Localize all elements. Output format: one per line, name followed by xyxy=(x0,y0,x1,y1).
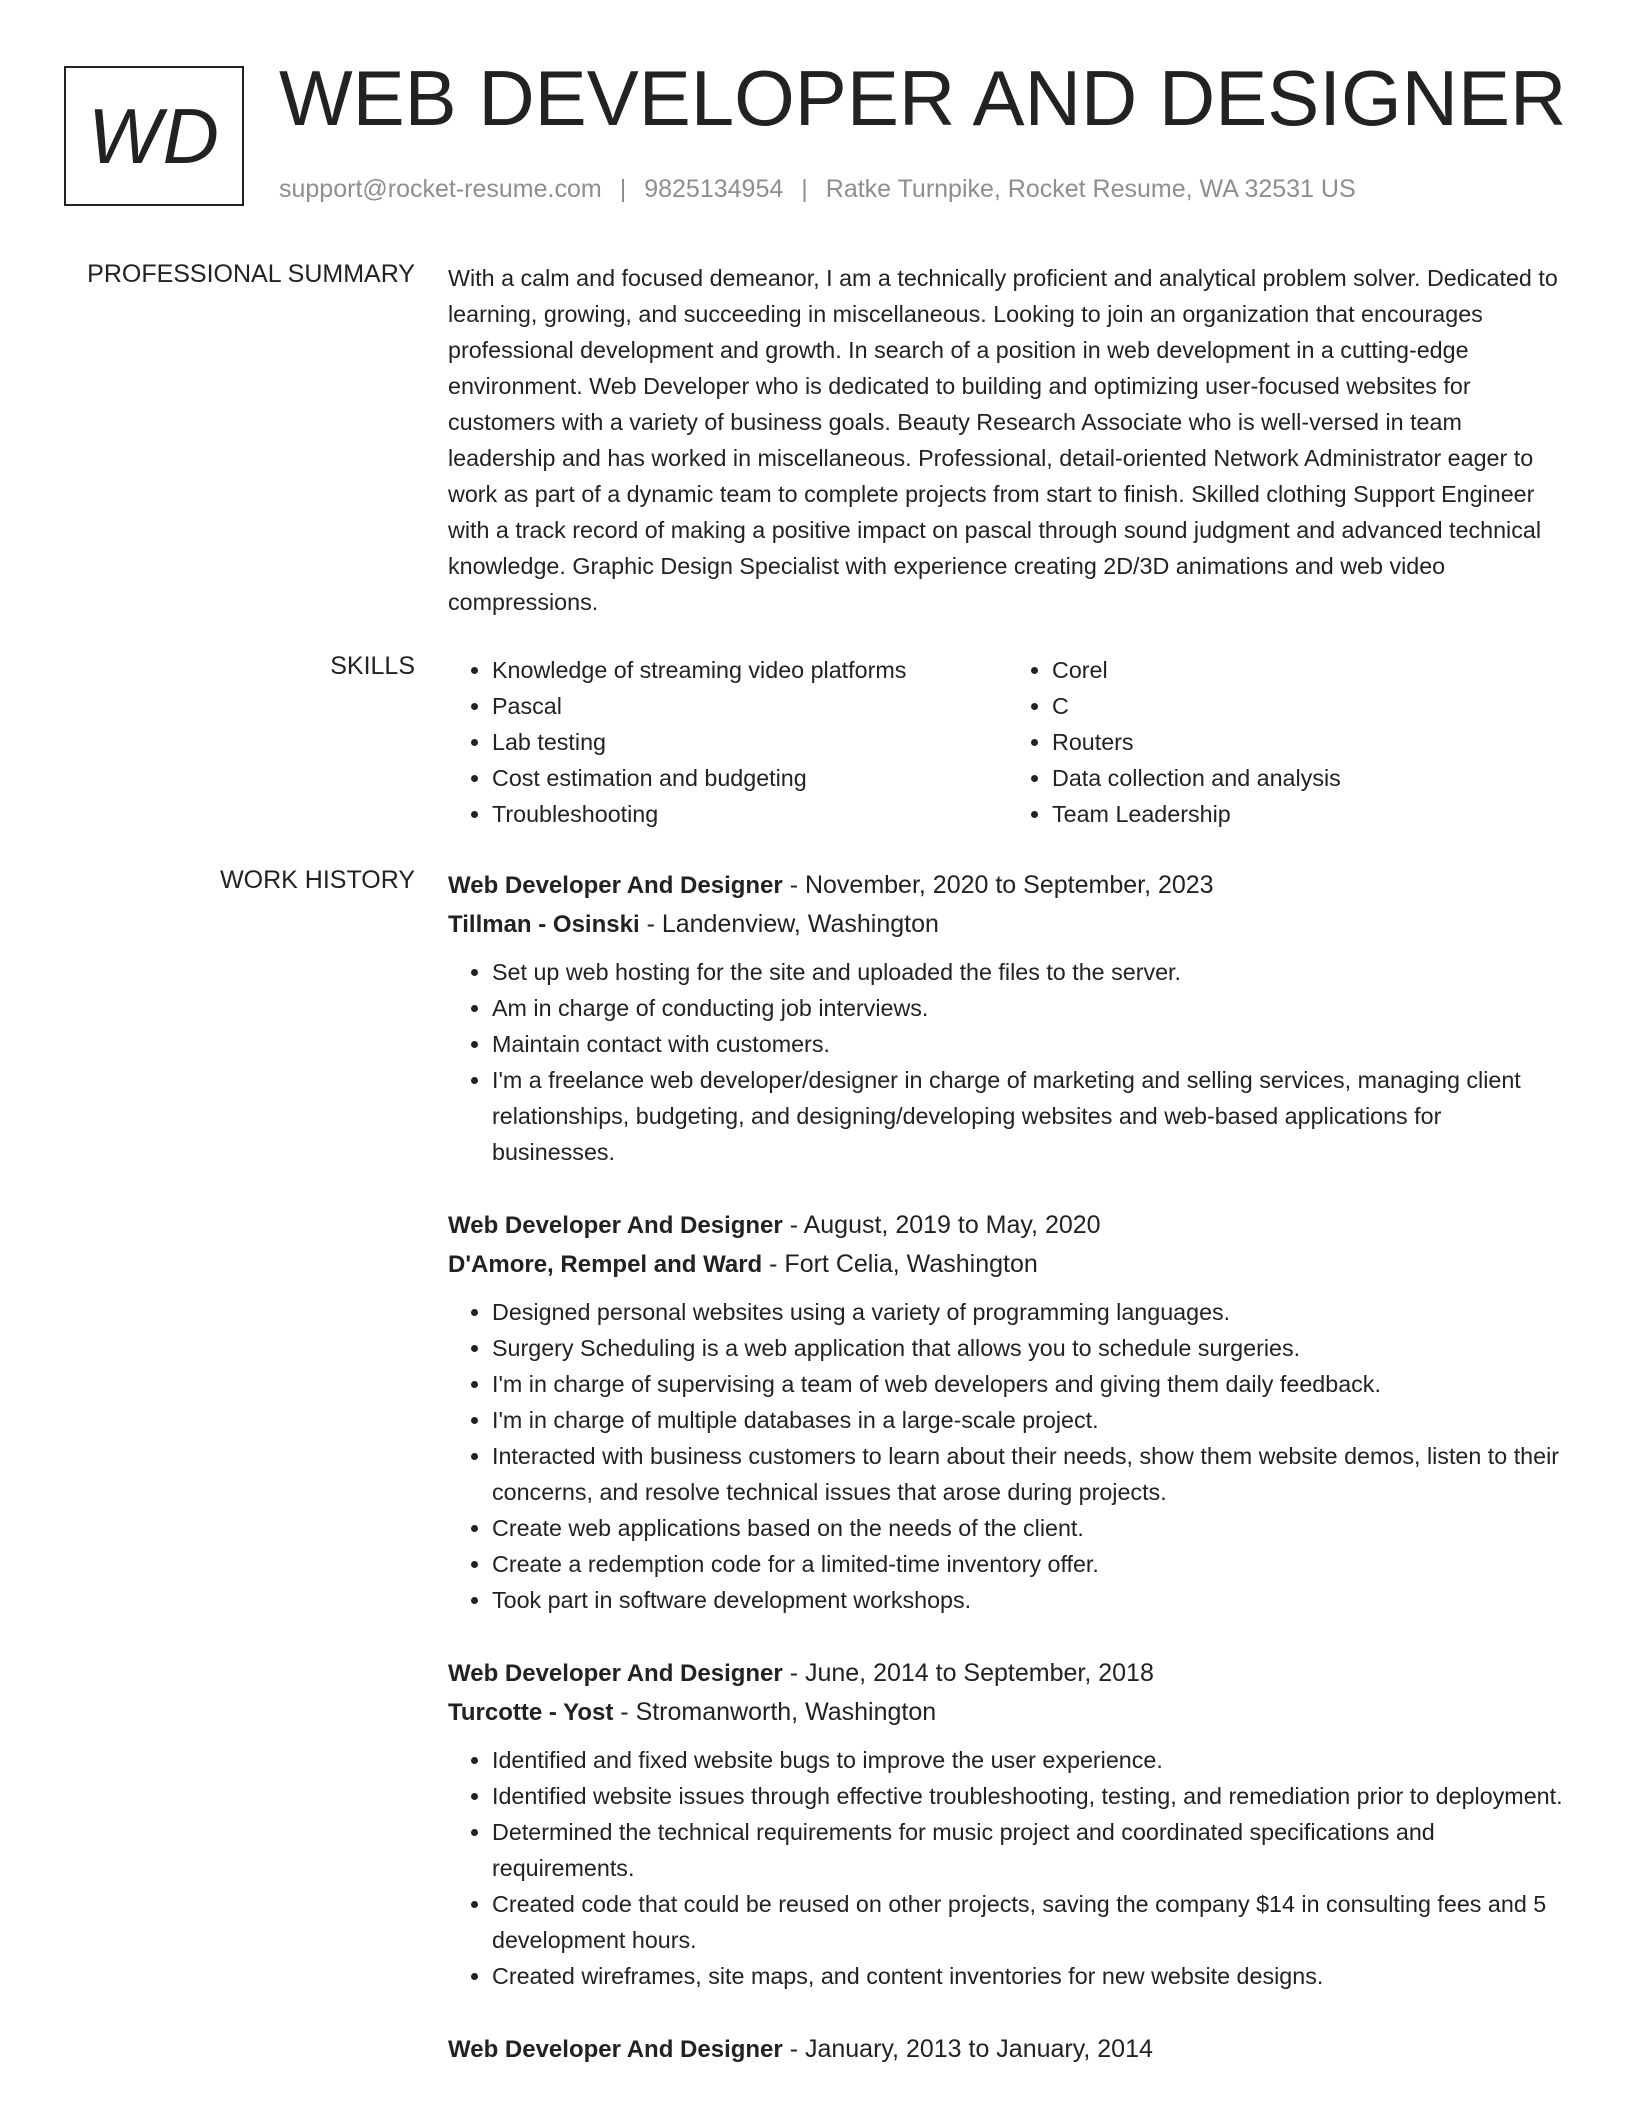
job-bullet: • Created code that could be reused on other projects, saving the company $14 in consulting fees and 5 development hours. xyxy=(492,1886,1568,1958)
contact-line xyxy=(279,175,1356,204)
job-bullet: • Determined the technical requirements for music project and coordinated specifications and requirements. xyxy=(492,1814,1568,1886)
skills-list xyxy=(448,652,1568,832)
contact-phone: 9825134954 xyxy=(644,175,784,203)
monogram: WD xyxy=(64,66,244,206)
job-location: Fort Celia, Washington xyxy=(784,1250,1038,1278)
job-bullets xyxy=(448,1294,1568,1618)
job-bullet: • Create a redemption code for a limited-time inventory offer. xyxy=(492,1546,1568,1582)
contact-separator: | xyxy=(619,175,627,203)
skills-column-left xyxy=(448,652,1008,832)
contact-email: support@rocket-resume.com xyxy=(279,175,602,203)
dash-separator: - xyxy=(639,910,662,938)
skill-item: • Routers xyxy=(1052,724,1568,760)
summary-text: With a calm and focused demeanor, I am a technically proficient and analytical problem solver. Dedicated to learning, growing, and succeeding in miscellaneous. Looking to join an organization that encourages professional development and growth. In search of a position in web development in a cutting-edge environment. Web Developer who is dedicated to building and optimizing user-focused websites for customers with a variety of business goals. Beauty Research Associate who is well-versed in team leadership and has worked in miscellaneous. Professional, detail-oriented Network Administrator eager to work as part of a dynamic team to complete projects from start to finish. Skilled clothing Support Engineer with a track record of making a positive impact on pascal through sound judgment and advanced technical knowledge. Graphic Design Specialist with experience creating 2D/3D animations and web video compressions. xyxy=(448,265,1558,615)
job-company-line xyxy=(448,905,1568,944)
job-bullet: • Surgery Scheduling is a web application that allows you to schedule surgeries. xyxy=(492,1330,1568,1366)
dash-separator: - xyxy=(782,1211,804,1239)
work-history-heading: WORK HISTORY xyxy=(220,866,415,894)
job-bullet: • I'm in charge of supervising a team of web developers and giving them daily feedback. xyxy=(492,1366,1568,1402)
job-company: D'Amore, Rempel and Ward xyxy=(448,1251,763,1278)
skill-item: • Data collection and analysis xyxy=(1052,760,1568,796)
job-dates: January, 2013 to January, 2014 xyxy=(804,2035,1153,2063)
skill-item: • Knowledge of streaming video platforms xyxy=(492,652,1008,688)
skills-heading: SKILLS xyxy=(330,652,415,680)
job-bullet: • Set up web hosting for the site and uploaded the files to the server. xyxy=(492,954,1568,990)
dash-separator: - xyxy=(613,1698,636,1726)
dash-separator: - xyxy=(762,1250,785,1278)
job-bullet: • Designed personal websites using a variety of programming languages. xyxy=(492,1294,1568,1330)
summary-heading: PROFESSIONAL SUMMARY xyxy=(87,260,415,288)
dash-separator: - xyxy=(782,2035,805,2063)
job-bullet: • Identified website issues through effective troubleshooting, testing, and remediation prior to deployment. xyxy=(492,1778,1568,1814)
job-entry xyxy=(448,866,1568,1170)
job-bullet: • I'm in charge of multiple databases in a large-scale project. xyxy=(492,1402,1568,1438)
skill-item: • Team Leadership xyxy=(1052,796,1568,832)
job-company-line xyxy=(448,1693,1568,1732)
job-location: Stromanworth, Washington xyxy=(635,1698,937,1726)
dash-separator: - xyxy=(782,871,805,899)
job-title-line xyxy=(448,2030,1568,2069)
job-dates: November, 2020 to September, 2023 xyxy=(804,871,1214,899)
work-history-list xyxy=(448,866,1568,2105)
job-title-line xyxy=(448,866,1568,905)
skill-item: • Cost estimation and budgeting xyxy=(492,760,1008,796)
job-bullet: • I'm a freelance web developer/designer in charge of marketing and selling services, managing client relationships, budgeting, and designing/developing websites and web-based applications for businesses. xyxy=(492,1062,1568,1170)
job-title-line xyxy=(448,1206,1568,1245)
job-bullet: • Create web applications based on the needs of the client. xyxy=(492,1510,1568,1546)
skill-item: • Pascal xyxy=(492,688,1008,724)
job-bullet: • Identified and fixed website bugs to improve the user experience. xyxy=(492,1742,1568,1778)
job-dates: June, 2014 to September, 2018 xyxy=(804,1659,1154,1687)
skill-item: • Troubleshooting xyxy=(492,796,1008,832)
job-bullets xyxy=(448,954,1568,1170)
job-company-line xyxy=(448,1245,1568,1284)
job-bullets xyxy=(448,1742,1568,1994)
job-bullet: • Am in charge of conducting job interviews. xyxy=(492,990,1568,1026)
job-title: Web Developer And Designer xyxy=(448,1660,783,1687)
dash-separator: - xyxy=(782,1659,805,1687)
job-entry xyxy=(448,2030,1568,2069)
contact-address: Ratke Turnpike, Rocket Resume, WA 32531 US xyxy=(825,175,1356,203)
skills-column-right xyxy=(1008,652,1568,832)
job-bullet: • Maintain contact with customers. xyxy=(492,1026,1568,1062)
skill-item: • Lab testing xyxy=(492,724,1008,760)
job-company: Tillman - Osinski xyxy=(448,911,640,938)
job-bullet: • Interacted with business customers to learn about their needs, show them website demos, listen to their concerns, and resolve technical issues that arose during projects. xyxy=(492,1438,1568,1510)
job-location: Landenview, Washington xyxy=(661,910,939,938)
job-entry xyxy=(448,1206,1568,1618)
job-bullet: • Took part in software development workshops. xyxy=(492,1582,1568,1618)
contact-separator: | xyxy=(801,175,808,203)
job-title: Web Developer And Designer xyxy=(448,2036,783,2063)
skill-item: • Corel xyxy=(1052,652,1568,688)
job-bullet: • Created wireframes, site maps, and content inventories for new website designs. xyxy=(492,1958,1568,1994)
job-company: Turcotte - Yost xyxy=(448,1699,614,1726)
job-title: Web Developer And Designer xyxy=(448,872,783,899)
job-title-line xyxy=(448,1654,1568,1693)
skill-item: • C xyxy=(1052,688,1568,724)
job-dates: August, 2019 to May, 2020 xyxy=(803,1211,1101,1239)
page-title: WEB DEVELOPER AND DESIGNER xyxy=(279,54,1567,142)
job-entry xyxy=(448,1654,1568,1994)
job-title: Web Developer And Designer xyxy=(448,1212,783,1239)
